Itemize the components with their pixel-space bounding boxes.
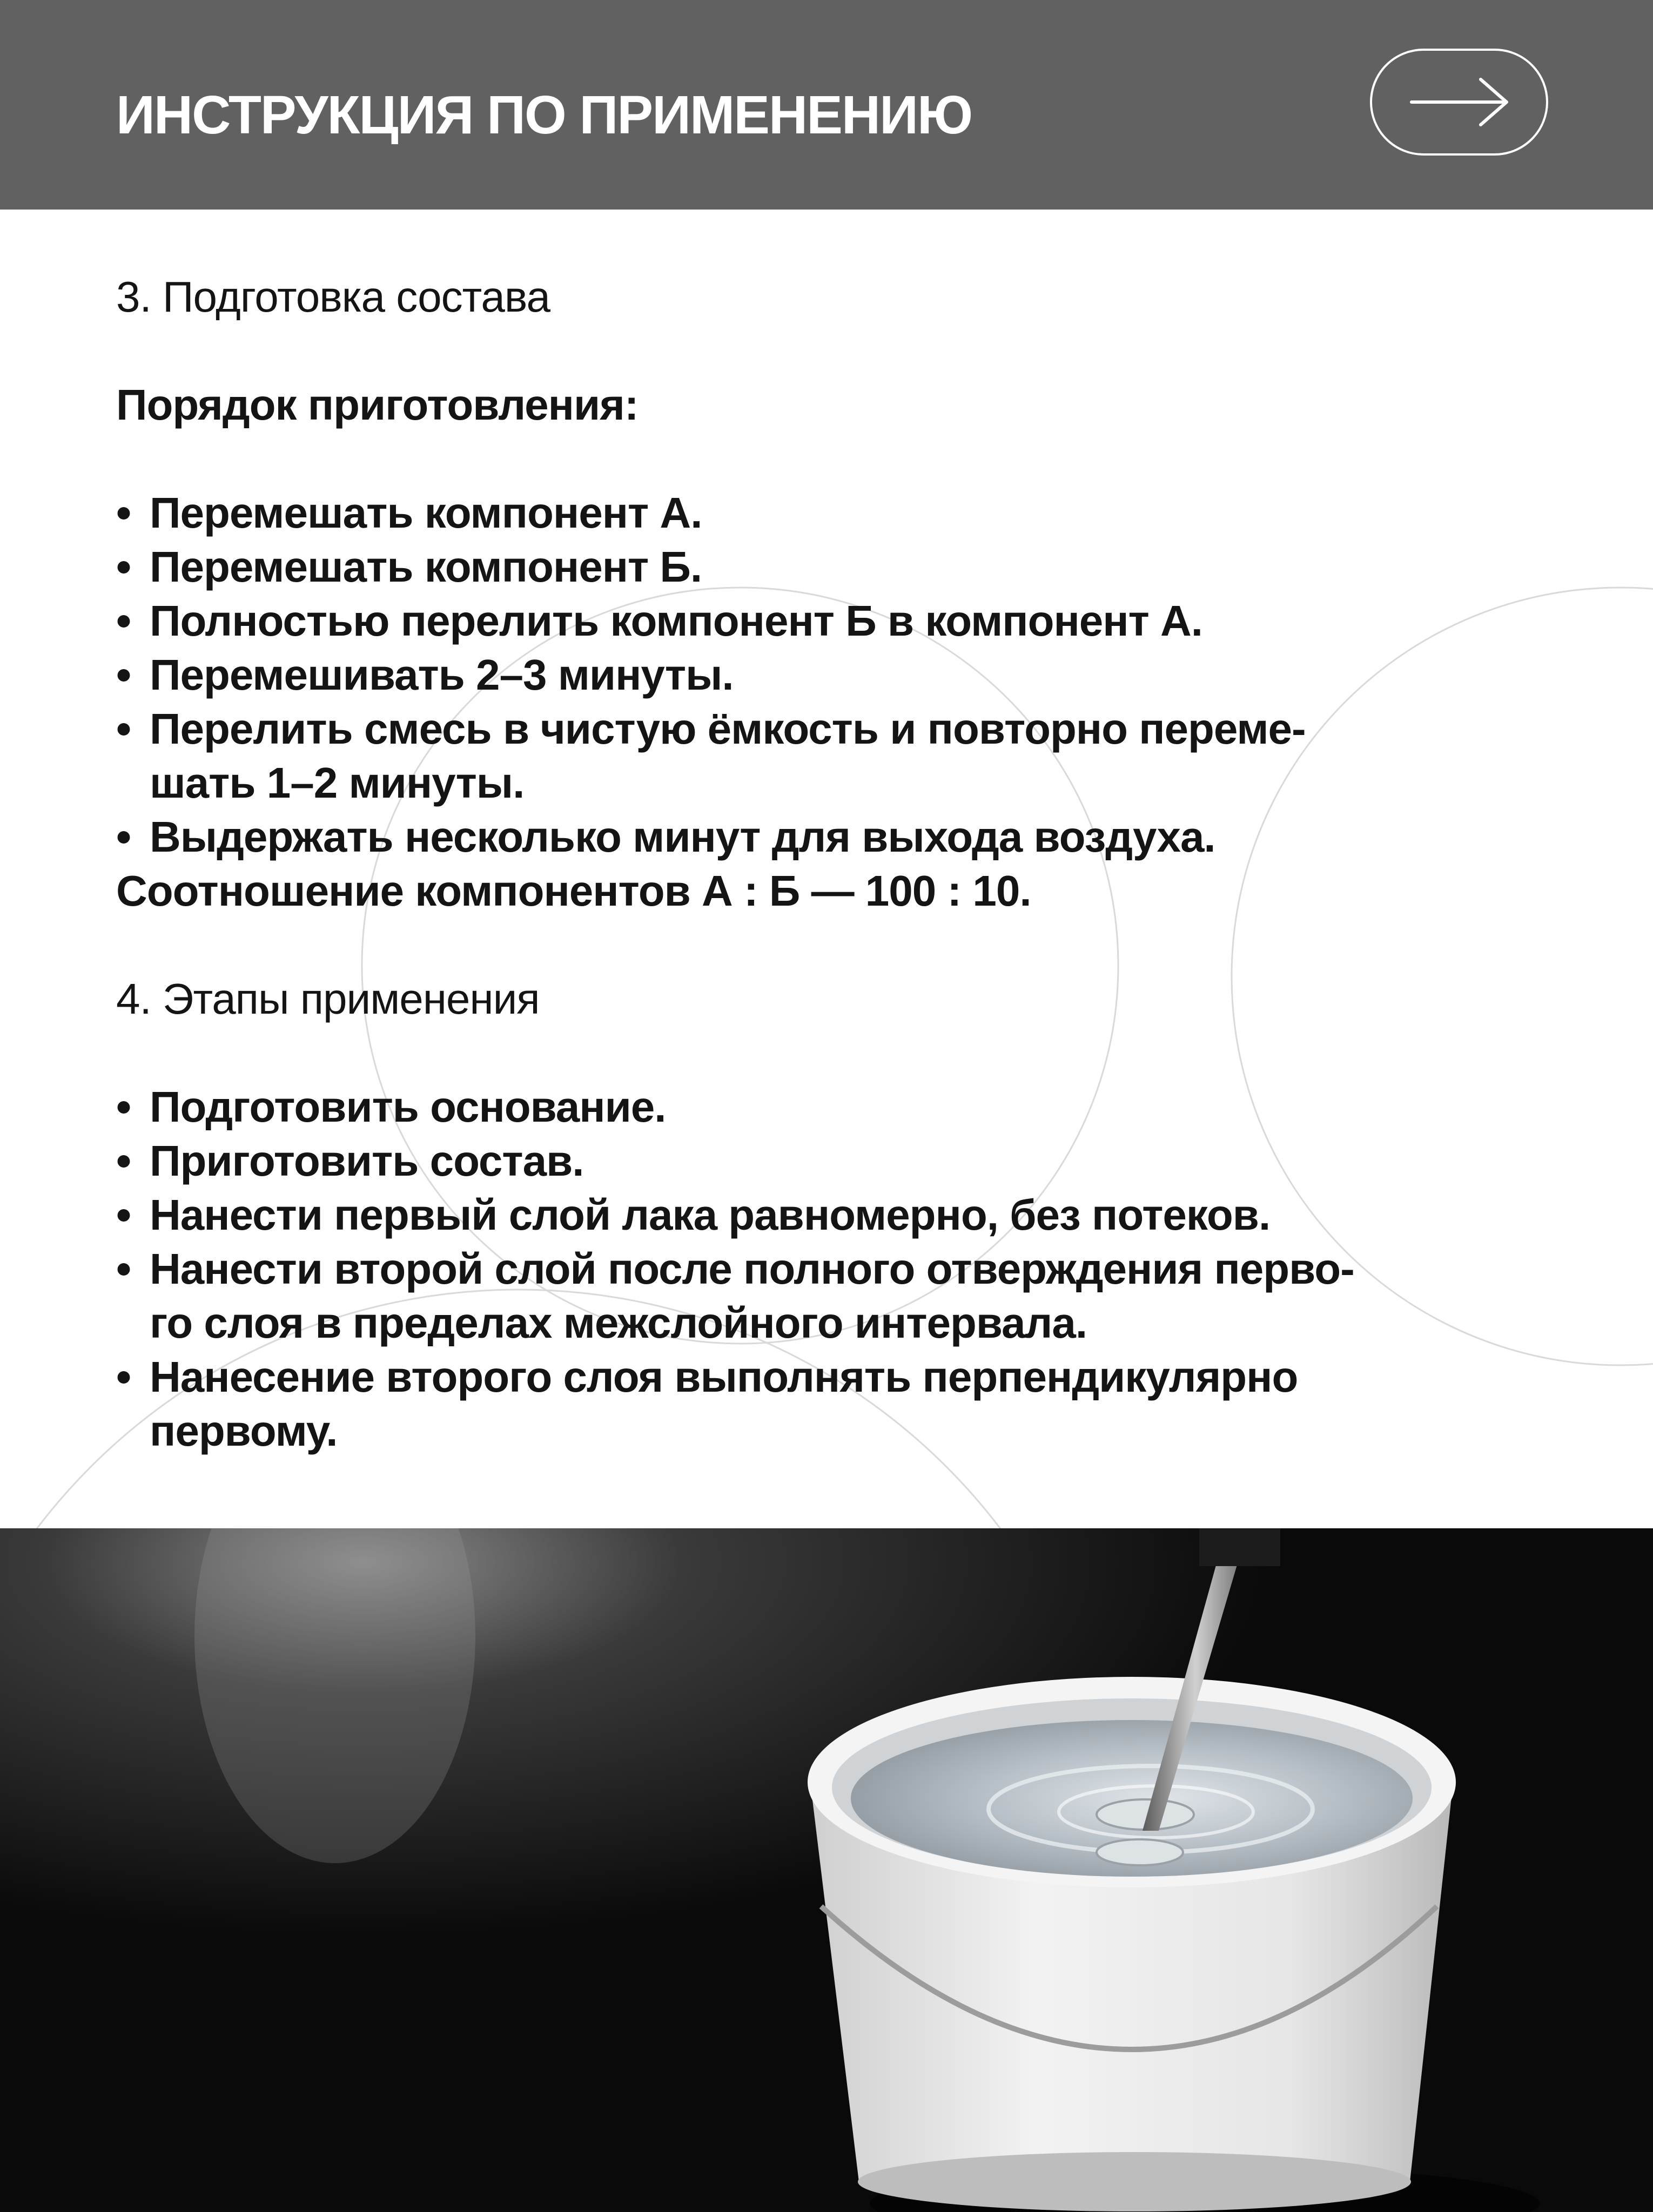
list-item: • Выдержать несколько минут для выхода воздуха. (116, 813, 1215, 861)
list-item: • Приготовить состав. (116, 1137, 584, 1185)
bucket-mixing-image (0, 1528, 1653, 2212)
list-item: • Подготовить основание. (116, 1083, 666, 1131)
next-button[interactable] (1370, 49, 1548, 156)
list-item: • Перемешать компонент А. (116, 489, 702, 537)
section-4-title: 4. Этапы применения (116, 975, 540, 1023)
arrow-right-icon (1405, 75, 1513, 129)
component-ratio: Соотношение компонентов А : Б — 100 : 10. (116, 867, 1031, 915)
list-item: • Перемешивать 2–3 минуты. (116, 651, 734, 699)
preparation-list (116, 486, 1575, 864)
application-steps-list (116, 1080, 1575, 1458)
list-item: • Нанести второй слой после полного отверждения перво- го слоя в пределах межслойного интервала. (116, 1245, 1354, 1347)
section-3-subtitle: Порядок приготовления: (116, 381, 639, 429)
page-title: ИНСТРУКЦИЯ ПО ПРИМЕНЕНИЮ (116, 85, 972, 145)
product-photo (0, 1528, 1653, 2212)
header-bar (0, 0, 1653, 210)
list-item: • Нанесение второго слоя выполнять перпендикулярно первому. (116, 1353, 1298, 1455)
list-item: • Перемешать компонент Б. (116, 543, 702, 591)
instruction-content (116, 270, 1575, 1458)
list-item: • Полностью перелить компонент Б в компонент А. (116, 597, 1203, 645)
list-item: • Перелить смесь в чистую ёмкость и повторно переме- шать 1–2 минуты. (116, 705, 1306, 807)
section-3-title: 3. Подготовка состава (116, 273, 550, 321)
list-item: • Нанести первый слой лака равномерно, без потеков. (116, 1191, 1271, 1239)
